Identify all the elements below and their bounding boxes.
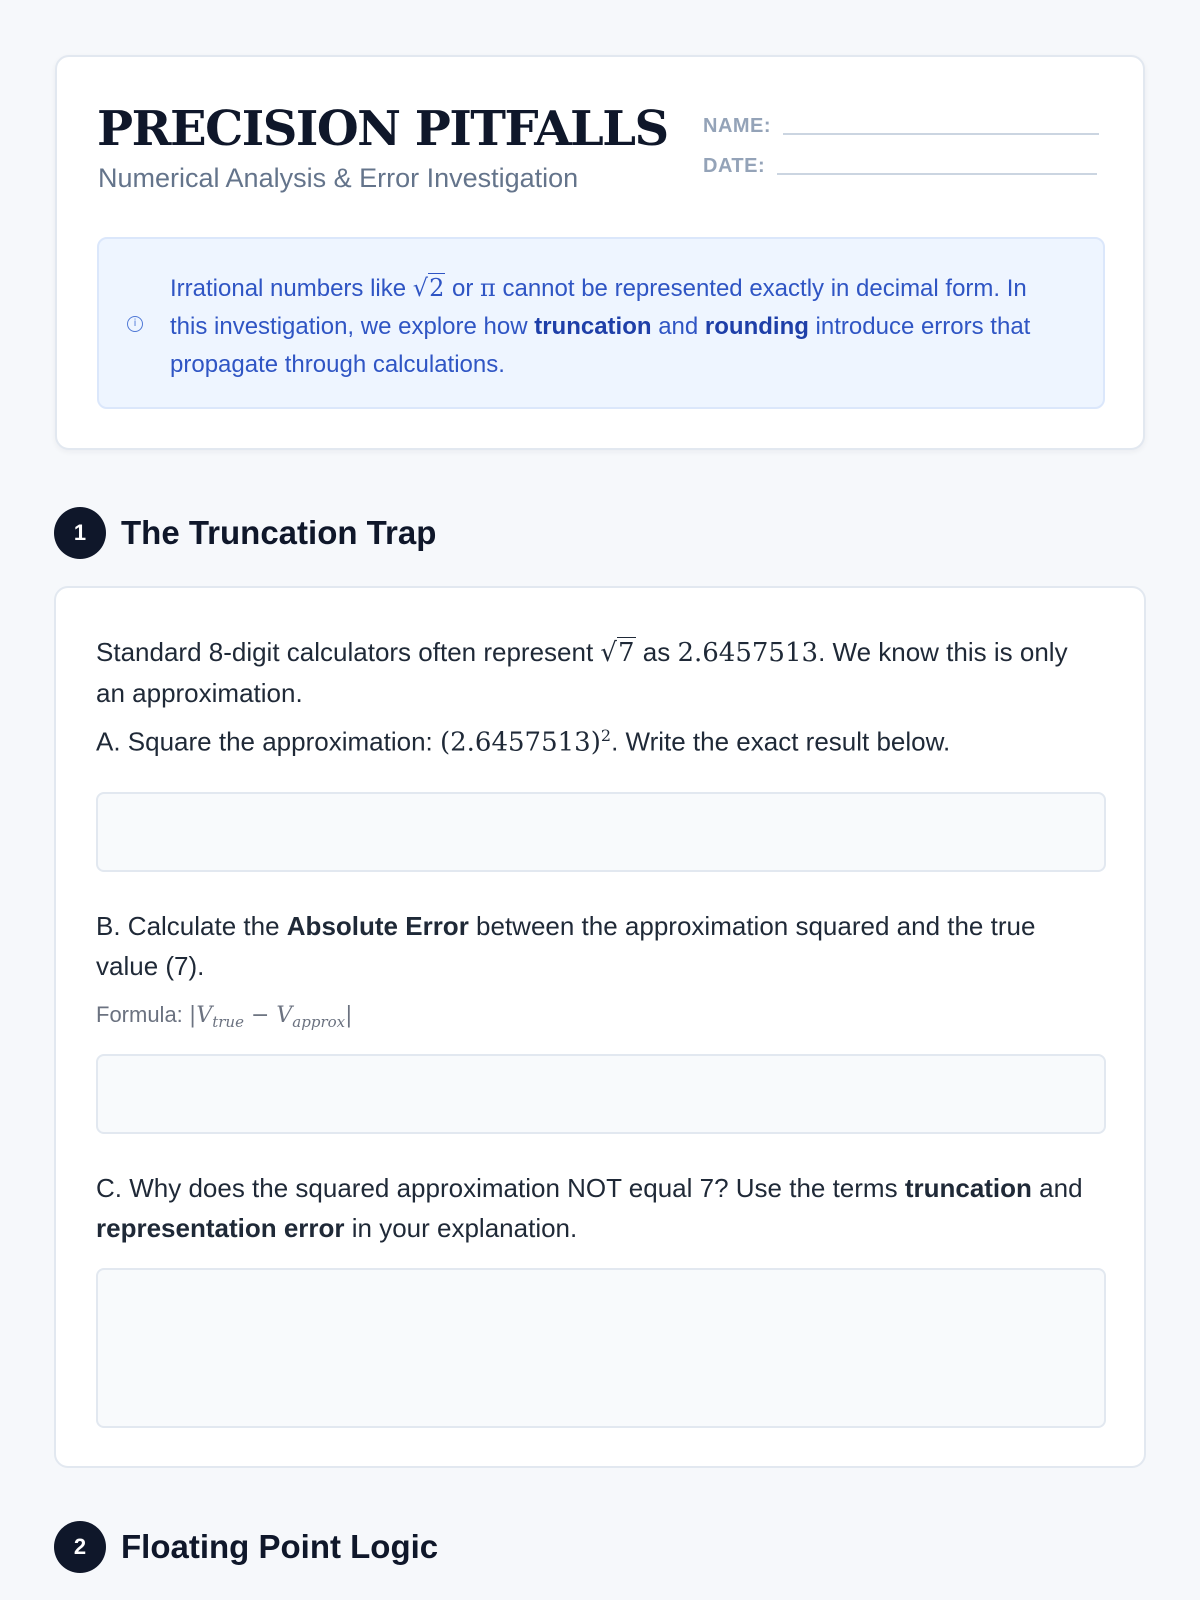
info-circle-icon: i (127, 316, 143, 332)
name-field[interactable] (703, 115, 1099, 138)
date-field[interactable] (703, 155, 1097, 178)
section-number-badge: 2 (54, 1521, 106, 1573)
date-label: DATE: (703, 155, 766, 177)
section-title: Floating Point Logic (121, 1528, 439, 1565)
question-b: B. Calculate the Absolute Error between the approximation squared and the true value (7). (96, 911, 1036, 981)
intro-text: Standard 8-digit calculators often represent √7 as 2.6457513. We know this is only an approximation. (96, 632, 1096, 713)
formula-hint: Formula: $|V_{true} - V_{approx}|$ (96, 1002, 353, 1032)
section-2-header (54, 1521, 438, 1573)
section-title: The Truncation Trap (121, 514, 437, 551)
answer-box-a[interactable] (96, 792, 1106, 872)
section-1-card (54, 586, 1146, 1468)
name-label: NAME: (703, 115, 772, 137)
name-line[interactable] (783, 133, 1099, 135)
question-a: A. Square the approximation: $(2.6457513)^2$. Write the exact result below. (96, 726, 951, 758)
question-c: C. Why does the squared approximation NOT equal 7? Use the terms truncation and representation error in your explanation. (96, 1173, 1083, 1243)
answer-box-b[interactable] (96, 1054, 1106, 1134)
header-card (55, 55, 1145, 450)
page-subtitle: Numerical Analysis & Error Investigation (98, 163, 579, 193)
section-1-header (54, 507, 436, 559)
sqrt-2: √2 (412, 274, 445, 302)
section-number-badge: 1 (54, 507, 106, 559)
pi-symbol: π (480, 274, 496, 302)
info-text: Irrational numbers like √2 or π cannot be represented exactly in decimal form. In this investigation, we explore how truncation and rounding introduce errors that propagate through calculations. (170, 269, 1070, 384)
date-line[interactable] (777, 173, 1097, 175)
page-title: PRECISION PITFALLS (97, 101, 668, 157)
info-callout (97, 237, 1105, 409)
answer-box-c[interactable] (96, 1268, 1106, 1428)
sqrt-7: √7 (600, 638, 635, 668)
